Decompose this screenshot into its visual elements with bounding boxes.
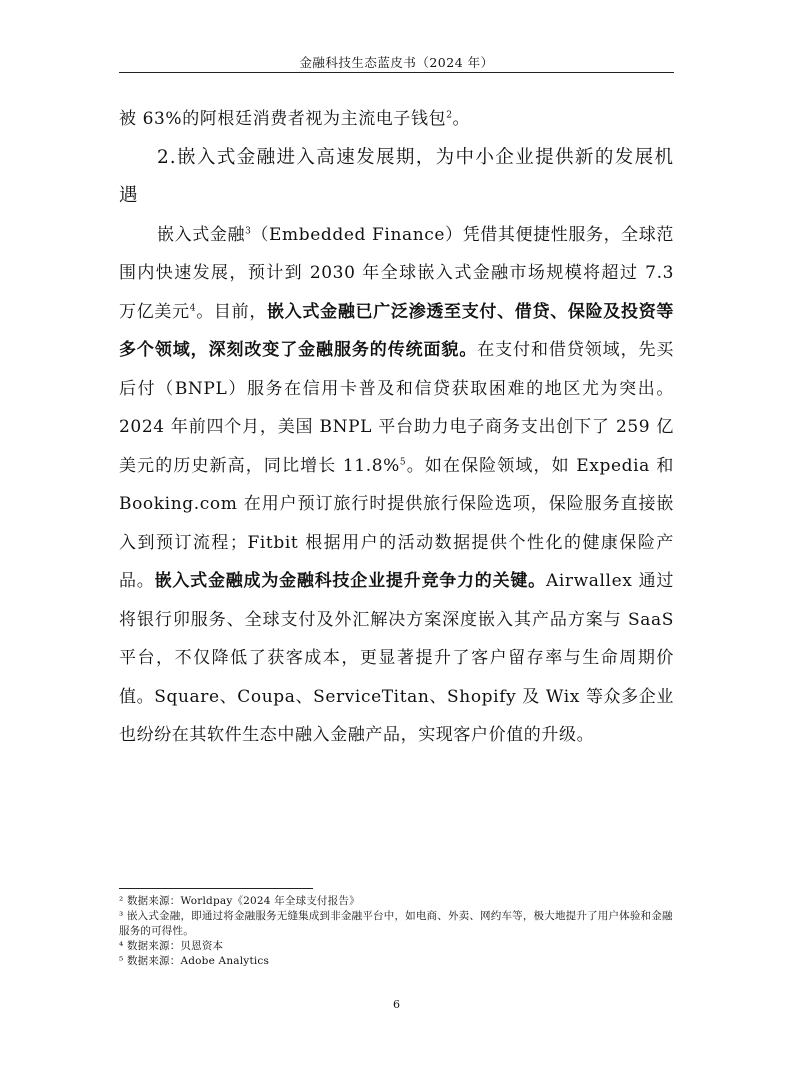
p1-bold-1: 嵌入式金融已广泛渗透至支付、借贷、保险及投资等多个领域，深刻改变了金融服务的传统面貌。 bbox=[119, 301, 674, 360]
p0-text: 被 63%的阿根廷消费者视为主流电子钱包 bbox=[119, 109, 447, 129]
p0-end: 。 bbox=[452, 109, 471, 129]
paragraph-embedded-finance bbox=[119, 216, 674, 755]
footnote-5: ⁵ 数据来源：Adobe Analytics bbox=[119, 955, 270, 967]
footnote-ref-2[interactable]: 2 bbox=[446, 110, 453, 121]
p1-f: Airwallex 通过将银行卯服务、全球支付及外汇解决方案深度嵌入其产品方案与 SaaS 平台，不仅降低了获客成本，更显著提升了客户留存率与生命周期价值。Square、Coupa、ServiceTitan、Shopify 及 Wix 等众多企业也纷纷在其软件生态中融入金融产品，实现客户价值的升级。 bbox=[119, 571, 675, 745]
p1-bold-2: 嵌入式金融成为金融科技企业提升竞争力的关键。 bbox=[154, 571, 546, 591]
footnote-2: ² 数据来源：Worldpay《2024 年全球支付报告》 bbox=[119, 895, 360, 907]
p1-d: 在支付和借贷领域，先买后付（BNPL）服务在信用卡普及和信贷获取困难的地区尤为突出。2024 年前四个月，美国 BNPL 平台助力电子商务支出创下了 259 亿美元的历史新高，同比增长 11.8% bbox=[119, 340, 674, 476]
header-rule bbox=[119, 72, 674, 73]
footnote-rule bbox=[119, 888, 313, 889]
p1-a: 嵌入式金融 bbox=[157, 224, 246, 245]
footnote-4: ⁴ 数据来源：贝恩资本 bbox=[119, 940, 224, 952]
p1-b: （Embedded Finance）凭借其便捷性服务，全球范围内快速发展，预计到 2030 年全球嵌入式金融市场规模将超过 7.3 万亿美元 bbox=[119, 224, 674, 322]
footnote-ref-3[interactable]: 3 bbox=[245, 225, 252, 236]
footnote-ref-4[interactable]: 4 bbox=[189, 302, 197, 313]
main-body bbox=[119, 100, 674, 755]
p1-e: 。如在保险领域，如 Expedia 和 Booking.com 在用户预订旅行时提供旅行保险选项，保险服务直接嵌入到预订流程；Fitbit 根据用户的活动数据提供个性化的健康保险产品。 bbox=[119, 455, 674, 591]
footnotes bbox=[119, 894, 674, 969]
section-heading: 2.嵌入式金融进入高速发展期，为中小企业提供新的发展机遇 bbox=[119, 146, 674, 206]
footnote-ref-5[interactable]: 5 bbox=[399, 456, 407, 467]
paragraph-continuation bbox=[119, 100, 674, 139]
p1-c: 。目前， bbox=[196, 301, 268, 322]
page-number: 6 bbox=[393, 998, 400, 1011]
footnote-3: ³ 嵌入式金融，即通过将金融服务无缝集成到非金融平台中，如电商、外卖、网约车等，极大地提升了用户体验和金融服务的可得性。 bbox=[119, 910, 673, 937]
running-header: 金融科技生态蓝皮书（2024 年） bbox=[299, 55, 494, 70]
